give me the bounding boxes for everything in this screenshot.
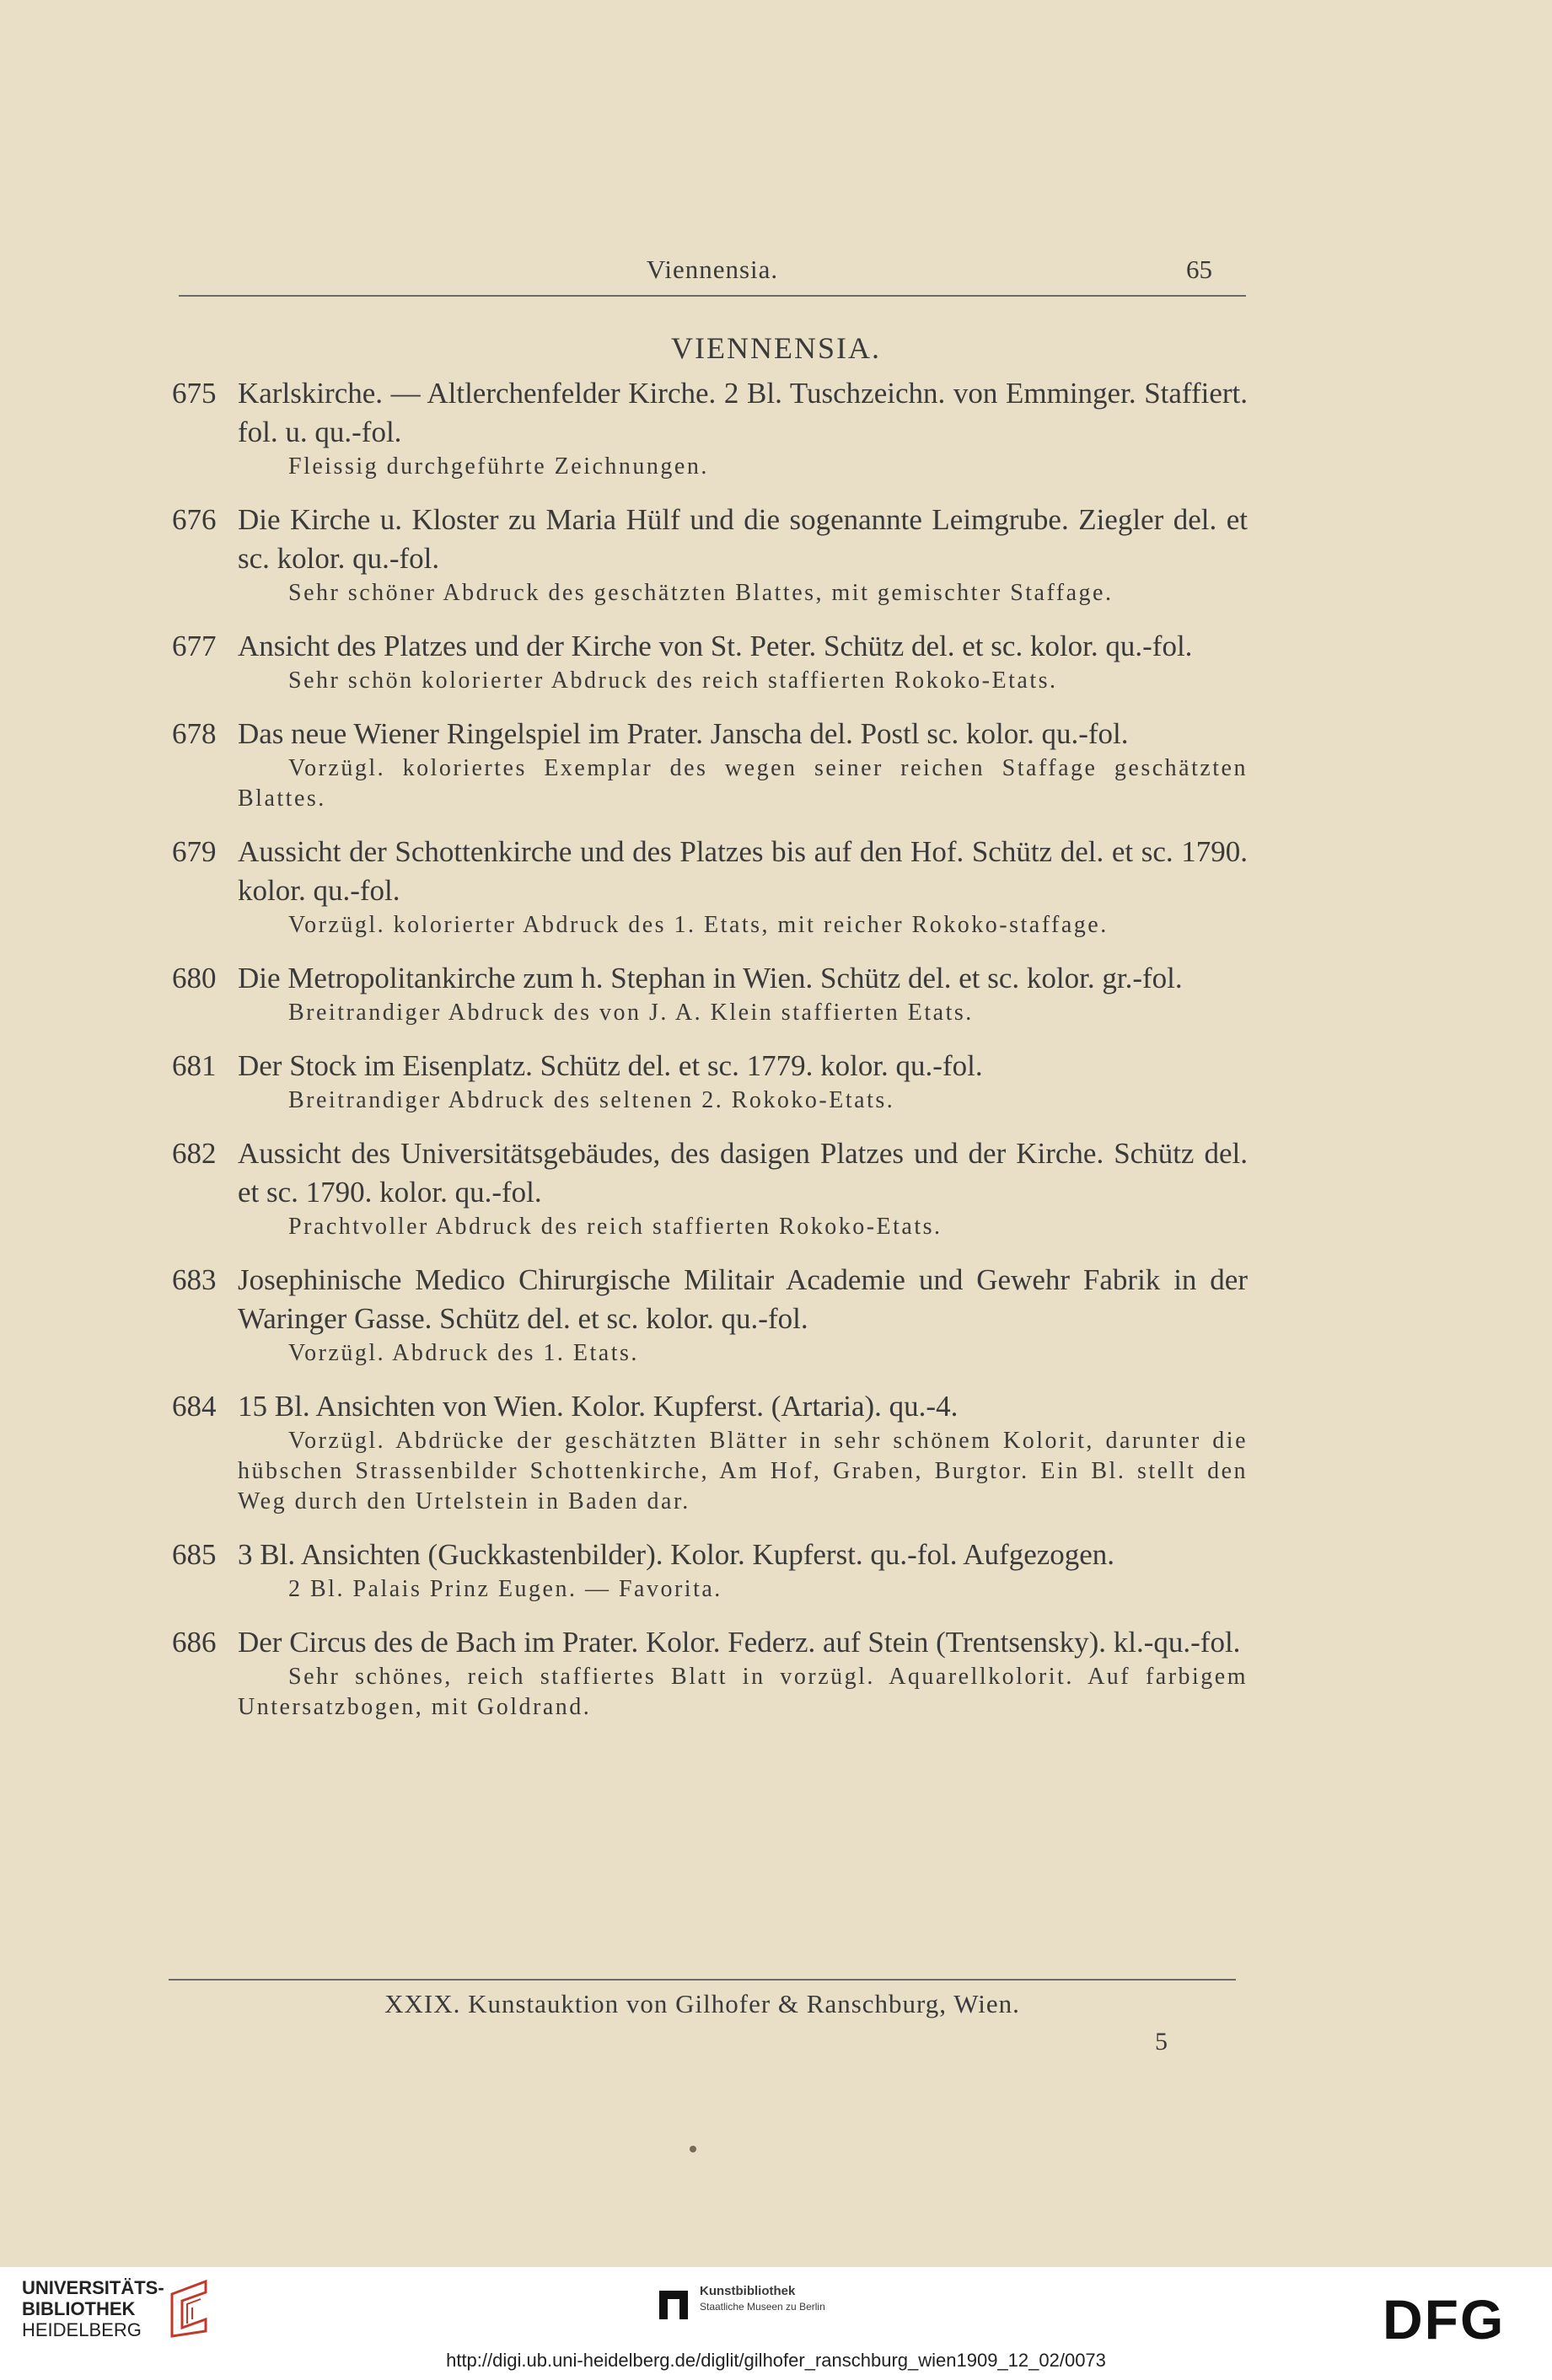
catalog-entry — [172, 1047, 1248, 1116]
library-logo-line1: UNIVERSITÄTS- — [22, 2277, 164, 2298]
header-rule — [179, 295, 1246, 297]
entry-note: Fleissig durchgeführte Zeichnungen. — [288, 453, 709, 480]
kunstbibliothek-name: Kunstbibliothek — [700, 2284, 796, 2298]
ink-spot — [690, 2146, 696, 2152]
page-number: 65 — [1186, 255, 1212, 284]
footer-line: XXIX. Kunstauktion von Gilhofer & Ranschburg, Wien. — [384, 1989, 1020, 2018]
section-title: VIENNENSIA. — [671, 331, 881, 365]
entry-number: 682 — [172, 1137, 217, 1170]
entry-note: Vorzügl. Abdruck des 1. Etats. — [288, 1340, 639, 1366]
entry-note: Vorzügl. Abdrücke der geschätzten Blätter in sehr schönem Kolorit, darunter die hübschen Strassenbilder Schottenkirche, Am Hof, Graben, Burgtor. Ein Bl. stellt den Weg durch den Urtelstein in Baden dar. — [238, 1428, 1248, 1514]
entry-description: Die Kirche u. Kloster zu Maria Hülf und die sogenannte Leimgrube. Ziegler del. et sc. kolor. qu.-fol. — [238, 503, 1248, 575]
entry-note: Vorzügl. koloriertes Exemplar des wegen seiner reichen Staffage geschätzten Blattes. — [238, 755, 1248, 812]
catalog-entries — [172, 374, 1248, 1741]
entry-number: 680 — [172, 962, 217, 994]
entry-description: Das neue Wiener Ringelspiel im Prater. Janscha del. Postl sc. kolor. qu.-fol. — [238, 717, 1129, 750]
entry-main — [172, 715, 1248, 753]
entry-note: Prachtvoller Abdruck des reich staffierten Rokoko-Etats. — [288, 1214, 942, 1240]
catalog-entry — [172, 959, 1248, 1028]
entry-main — [172, 833, 1248, 910]
entry-main — [172, 374, 1248, 452]
entry-description: Karlskirche. — Altlerchenfelder Kirche. 2 Bl. Tuschzeichn. von Emminger. Staffiert. fol. u. qu.-fol. — [238, 377, 1248, 448]
entry-main — [172, 1387, 1248, 1426]
entry-note: Sehr schöner Abdruck des geschätzten Blattes, mit gemischter Staffage. — [288, 580, 1114, 606]
kunstbibliothek-mark-icon — [659, 2291, 688, 2319]
entry-description: 3 Bl. Ansichten (Guckkastenbilder). Kolor. Kupferst. qu.-fol. Aufgezogen. — [238, 1538, 1115, 1571]
kunstbibliothek-subtitle: Staatliche Museen zu Berlin — [700, 2301, 825, 2313]
entry-number: 675 — [172, 377, 217, 410]
entry-number: 686 — [172, 1626, 217, 1659]
catalog-entry — [172, 374, 1248, 482]
entry-note: Sehr schönes, reich staffiertes Blatt in vorzügl. Aquarellkolorit. Auf farbigem Untersatzbogen, mit Goldrand. — [238, 1664, 1248, 1720]
entry-number: 681 — [172, 1049, 217, 1082]
entry-note: 2 Bl. Palais Prinz Eugen. — Favorita. — [288, 1576, 722, 1602]
digitization-strip — [0, 2267, 1552, 2380]
entry-note: Breitrandiger Abdruck des seltenen 2. Rokoko-Etats. — [288, 1087, 895, 1113]
entry-main — [172, 1623, 1248, 1662]
catalog-entry — [172, 715, 1248, 814]
catalog-entry — [172, 1623, 1248, 1723]
signature-mark: 5 — [1155, 2028, 1168, 2056]
entry-description: 15 Bl. Ansichten von Wien. Kolor. Kupferst. (Artaria). qu.-4. — [238, 1390, 959, 1423]
entry-description: Ansicht des Platzes und der Kirche von St. Peter. Schütz del. et sc. kolor. qu.-fol. — [238, 630, 1193, 662]
entry-number: 678 — [172, 717, 217, 750]
entry-main — [172, 959, 1248, 998]
entry-main — [172, 1536, 1248, 1574]
entry-description: Der Circus des de Bach im Prater. Kolor. Federz. auf Stein (Trentsensky). kl.-qu.-fol. — [238, 1626, 1241, 1659]
entry-number: 684 — [172, 1390, 217, 1423]
entry-description: Josephinische Medico Chirurgische Militair Academie und Gewehr Fabrik in der Waringer Gasse. Schütz del. et sc. kolor. qu.-fol. — [238, 1263, 1248, 1335]
library-logo-line3: HEIDELBERG — [22, 2319, 142, 2340]
catalog-entry — [172, 1536, 1248, 1605]
catalog-entry — [172, 501, 1248, 608]
entry-note: Breitrandiger Abdruck des von J. A. Klein staffierten Etats. — [288, 1000, 974, 1026]
entry-description: Die Metropolitankirche zum h. Stephan in Wien. Schütz del. et sc. kolor. gr.-fol. — [238, 962, 1183, 994]
footer-rule — [169, 1979, 1236, 1981]
entry-description: Aussicht des Universitätsgebäudes, des dasigen Platzes und der Kirche. Schütz del. et sc. 1790. kolor. qu.-fol. — [238, 1137, 1248, 1209]
entry-main — [172, 501, 1248, 578]
entry-number: 679 — [172, 835, 217, 868]
entry-number: 685 — [172, 1538, 217, 1571]
running-header — [179, 255, 1246, 297]
catalog-entry — [172, 833, 1248, 941]
entry-main — [172, 1261, 1248, 1338]
entry-number: 677 — [172, 630, 217, 662]
entry-main — [172, 1047, 1248, 1085]
university-library-logo — [22, 2277, 164, 2340]
catalog-entry — [172, 1134, 1248, 1242]
catalog-entry — [172, 1387, 1248, 1517]
entry-main — [172, 1134, 1248, 1212]
entry-number: 676 — [172, 503, 217, 536]
catalog-entry — [172, 627, 1248, 696]
entry-note: Sehr schön kolorierter Abdruck des reich staffierten Rokoko-Etats. — [288, 667, 1058, 694]
dfg-logo: DFG — [1383, 2288, 1506, 2351]
entry-note: Vorzügl. kolorierter Abdruck des 1. Etats, mit reicher Rokoko-staffage. — [288, 912, 1109, 938]
entry-main — [172, 627, 1248, 666]
running-title: Viennensia. — [646, 255, 779, 284]
entry-description: Aussicht der Schottenkirche und des Platzes bis auf den Hof. Schütz del. et sc. 1790. kolor. qu.-fol. — [238, 835, 1248, 907]
entry-description: Der Stock im Eisenplatz. Schütz del. et sc. 1779. kolor. qu.-fol. — [238, 1049, 983, 1082]
entry-number: 683 — [172, 1263, 217, 1296]
library-emblem-icon — [157, 2277, 233, 2345]
catalog-entry — [172, 1261, 1248, 1369]
source-url[interactable]: http://digi.ub.uni-heidelberg.de/diglit/gilhofer_ranschburg_wien1909_12_02/0073 — [446, 2350, 1106, 2371]
library-logo-line2: BIBLIOTHEK — [22, 2298, 136, 2319]
